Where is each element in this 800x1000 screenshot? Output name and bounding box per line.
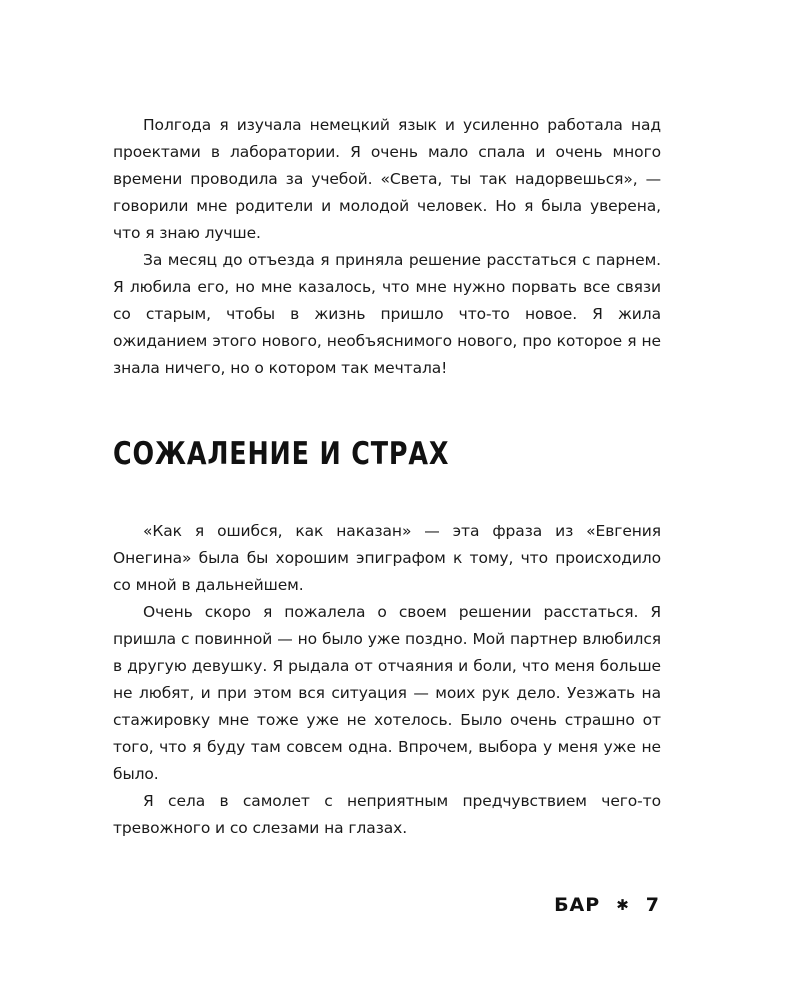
section-title: СОЖАЛЕНИЕ И СТРАХ [113, 436, 450, 472]
chapter-label: БАР [554, 894, 601, 916]
intro-paragraph-1: Полгода я изучала немецкий язык и усиленно работала над проектами в лаборатории. Я очень мало спала и очень много времени проводила за учебой. «Света, ты так надорвешься», — говорили мне родители и молодой человек. Но я была уверена, что я знаю лучше. [113, 116, 661, 242]
page-number: 7 [645, 894, 660, 916]
section-paragraph-2: Очень скоро я пожалела о своем решении расстаться. Я пришла с повинной — но было уже поздно. Мой партнер влюбился в другую девушку. Я рыдала от отчаяния и боли, что меня больше не любят, и при этом вся ситуация — моих рук дело. Уезжать на стажировку мне тоже уже не хотелось. Было очень страшно от того, что я буду там совсем одна. Впрочем, выбора у меня уже не было. [113, 603, 661, 783]
star-icon: ✱ [616, 896, 630, 914]
page-body [113, 112, 661, 842]
section-paragraph-1: «Как я ошибся, как наказан» — эта фраза из «Евгения Онегина» была бы хорошим эпиграфом к тому, что происходило со мной в дальнейшем. [113, 522, 661, 594]
intro-paragraph-2: За месяц до отъезда я приняла решение расстаться с парнем. Я любила его, но мне казалось, что мне нужно порвать все связи со старым, чтобы в жизнь пришло что-то новое. Я жила ожиданием этого нового, необъяснимого нового, про которое я не знала ничего, но о котором так мечтала! [113, 251, 661, 377]
page-footer [554, 894, 660, 916]
section-paragraph-3: Я села в самолет с неприятным предчувствием чего-то тревожного и со слезами на глазах. [113, 792, 661, 837]
